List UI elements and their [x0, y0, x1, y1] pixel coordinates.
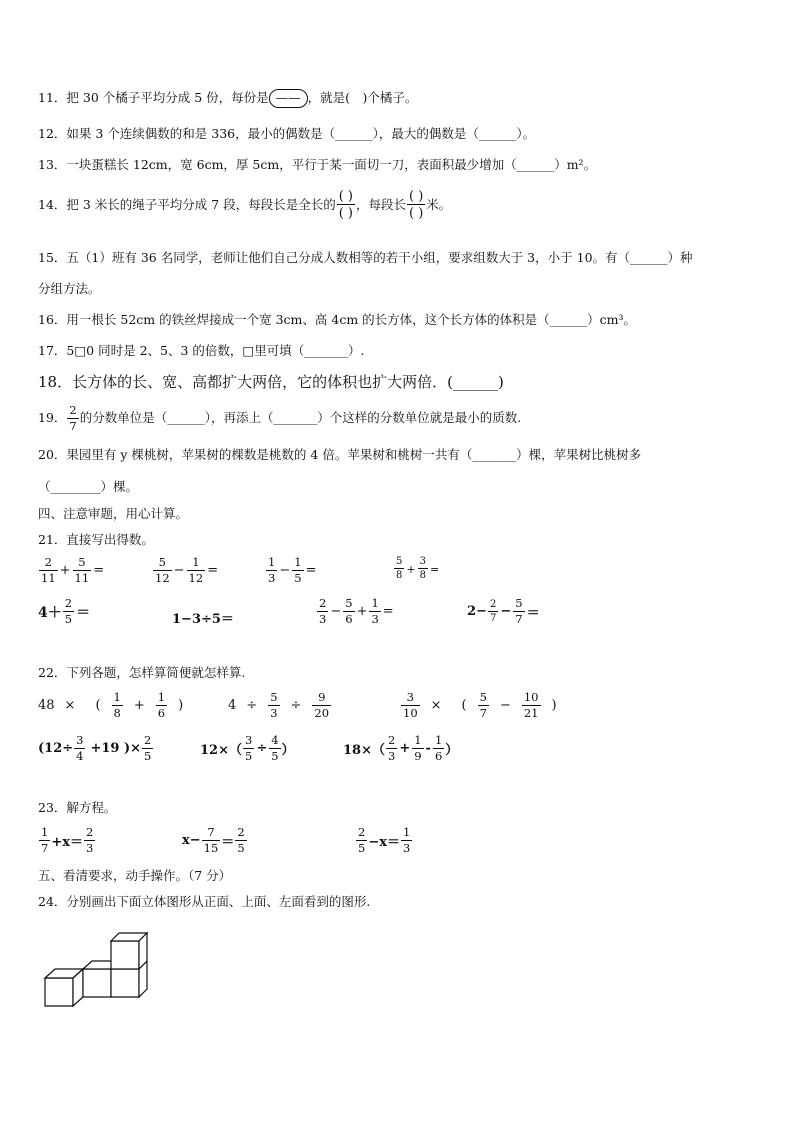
expr-22-6: 18×（ $\frac{2}{3}$ + $\frac{1}{9}$ - $\frac{1}{6}$ ） — [343, 733, 459, 763]
question-21-title: 21．直接写出得数。 — [38, 532, 154, 547]
question-20-line1: 20．果园里有 y 棵桃树，苹果树的棵数是桃数的 4 倍。苹果树和桃树一共有（_______）棵，苹果树比桃树多 — [38, 447, 642, 462]
expr-21-4: $\frac{5}{8}$ + $\frac{3}{8}$ = — [396, 556, 440, 581]
expr-22-2: 4 ÷ $\frac{5}{3}$ ÷ $\frac{9}{20}$ — [228, 690, 330, 720]
fraction-2-7: $\frac{2}{7}$ — [69, 403, 77, 433]
question-24-title: 24．分别画出下面立体图形从正面、上面、左面看到的图形. — [38, 894, 371, 909]
expr-21-1: $\frac{2}{11}$ + $\frac{5}{11}$ = — [41, 555, 105, 585]
question-22-title: 22．下列各题，怎样算简便就怎样算. — [38, 665, 246, 680]
question-15-line2: 分组方法。 — [38, 281, 101, 296]
question-12: 12．如果 3 个连续偶数的和是 336，最小的偶数是（______），最大的偶数是（______）。 — [38, 126, 536, 141]
question-11: 11．把 30 个橘子平均分成 5 份，每份是 —— ，就是( )个橘子。 — [38, 89, 417, 108]
expr-21-8: 2− $\frac{2}{7}$ − $\frac{5}{7}$ ＝ — [467, 596, 540, 626]
cube-stack-figure — [40, 928, 160, 1012]
expr-21-3: $\frac{1}{3}$ − $\frac{1}{5}$ = — [268, 555, 317, 585]
question-19: 19． $\frac{2}{7}$ 的分数单位是（______），再添上（_______）个这样的分数单位就是最小的质数. — [38, 403, 522, 433]
question-23-title: 23．解方程。 — [38, 800, 117, 815]
expr-22-4: (12÷ $\frac{3}{4}$ +19 )× $\frac{2}{5}$ — [38, 733, 152, 763]
question-15-line1: 15．五（1）班有 36 名同学，老师让他们自己分成人数相等的若干小组，要求组数大于 3，小于 10。有（______）种 — [38, 250, 693, 265]
expr-21-2: $\frac{5}{12}$ − $\frac{1}{12}$ = — [155, 555, 219, 585]
question-20-line2: （________）棵。 — [38, 479, 139, 494]
question-14: 14．把 3 米长的绳子平均分成 7 段，每段长是全长的 $\frac{( )}{( )}$ ，每段长 $\frac{( )}{( )}$ 米。 — [38, 189, 452, 221]
expr-21-5: 4＋ $\frac{2}{5}$ ＝ — [38, 596, 91, 626]
question-13: 13．一块蛋糕长 12cm，宽 6cm，厚 5cm，平行于某一面切一刀，表面积最少增加（______）m²。 — [38, 157, 597, 172]
expr-21-6: 1−3÷5＝ — [172, 612, 234, 627]
question-17: 17．5□0 同时是 2、5、3 的倍数，□里可填（_______）. — [38, 343, 365, 358]
expr-22-3: $\frac{3}{10}$ × ( $\frac{5}{7}$ − $\frac{10}{21}$ ) — [403, 690, 557, 720]
expr-21-7: $\frac{2}{3}$ − $\frac{5}{6}$ + $\frac{1}{3}$ = — [319, 596, 394, 626]
equation-23-3: $\frac{2}{5}$ −x＝ $\frac{1}{3}$ — [358, 825, 411, 855]
expr-22-5: 12×（ $\frac{3}{5}$ ÷ $\frac{4}{5}$ ） — [200, 733, 295, 763]
equation-23-1: $\frac{1}{7}$ +x＝ $\frac{2}{3}$ — [41, 825, 94, 855]
blank-fraction[interactable]: $\frac{( )}{( )}$ — [409, 189, 424, 221]
section-5-heading: 五、看清要求，动手操作。（7 分） — [38, 868, 232, 883]
blank-fraction[interactable]: $\frac{( )}{( )}$ — [338, 189, 353, 221]
equation-23-2: x− $\frac{7}{15}$ ＝ $\frac{2}{5}$ — [182, 825, 245, 855]
question-18: 18．长方体的长、宽、高都扩大两倍，它的体积也扩大两倍．(______) — [38, 373, 504, 391]
expr-22-1: 48 × ( $\frac{1}{8}$ + $\frac{1}{6}$ ) — [38, 690, 184, 720]
section-4-heading: 四、注意审题，用心计算。 — [38, 506, 189, 521]
question-16: 16．用一根长 52cm 的铁丝焊接成一个宽 3cm、高 4cm 的长方体，这个长方体的体积是（______）cm³。 — [38, 312, 637, 327]
answer-bracket[interactable]: —— — [269, 89, 308, 108]
